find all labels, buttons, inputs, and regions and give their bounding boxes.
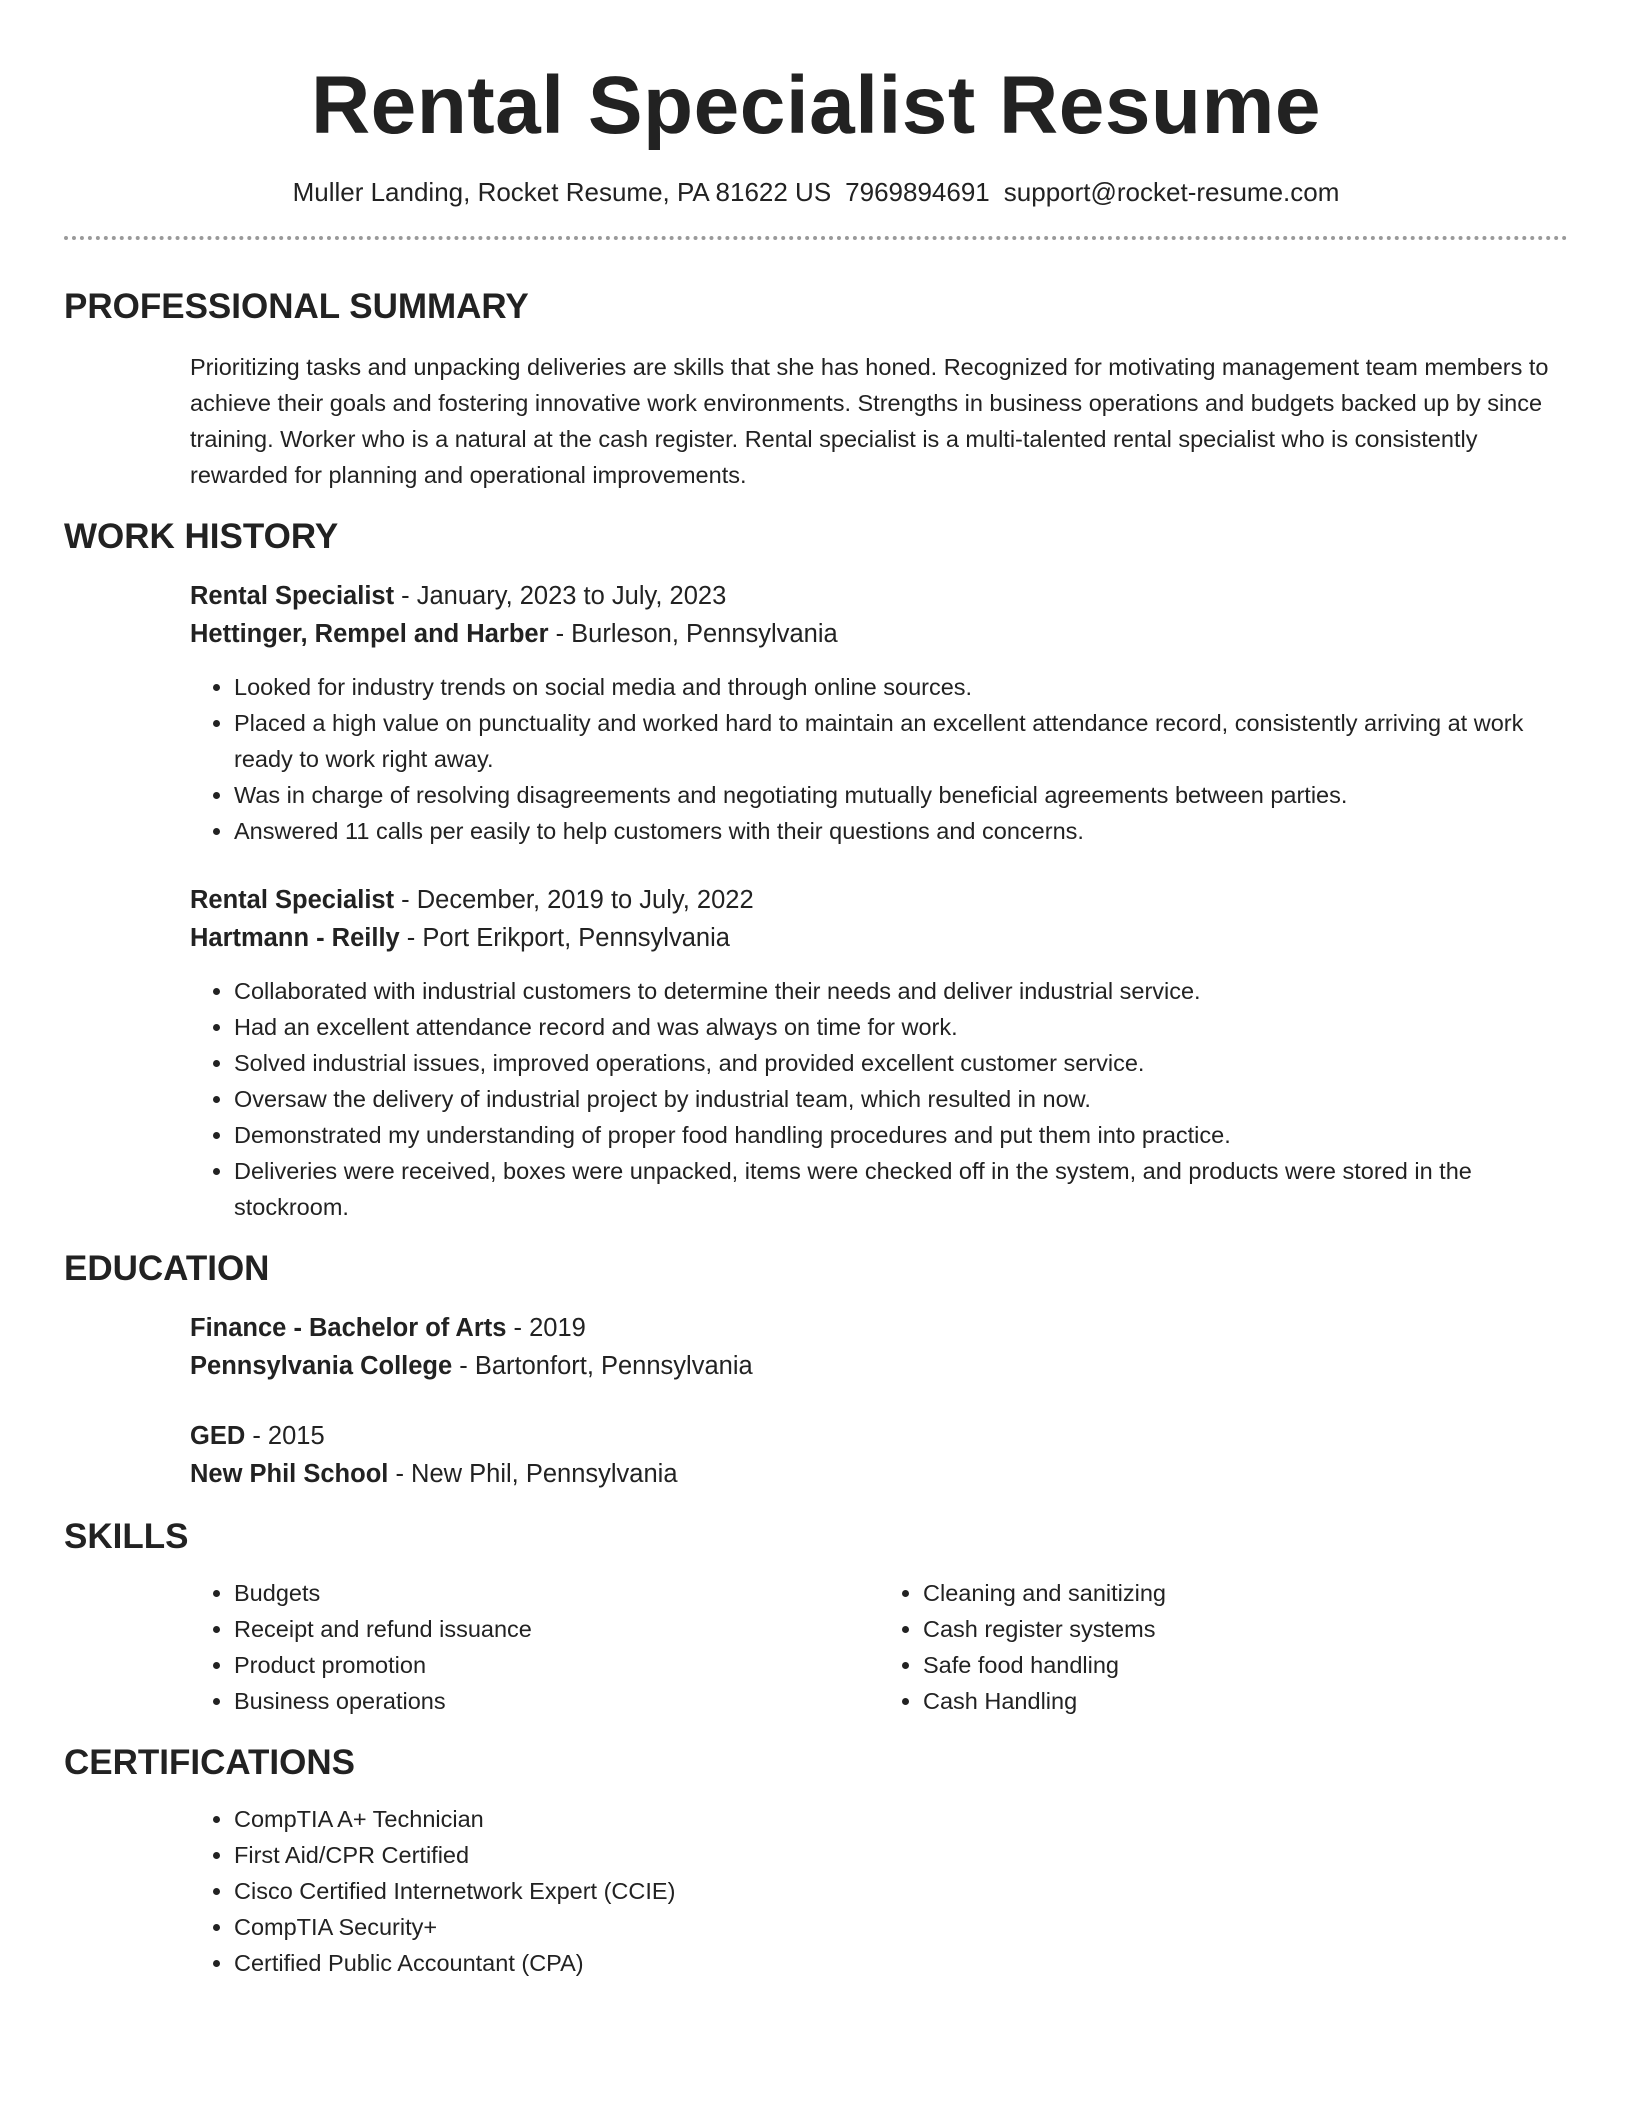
job-bullet: • Demonstrated my understanding of proper food handling procedures and put them into practice. (234, 1117, 1568, 1153)
job-title-line (190, 577, 1568, 615)
job-title: Rental Specialist (190, 886, 395, 914)
job-bullet: • Oversaw the delivery of industrial project by industrial team, which resulted in now. (234, 1081, 1568, 1117)
job-company: Hettinger, Rempel and Harber (190, 620, 549, 648)
education-school: Pennsylvania College (190, 1352, 453, 1380)
job-bullet: • Collaborated with industrial customers to determine their needs and deliver industrial service. (234, 973, 1568, 1009)
education-entry (190, 1309, 1568, 1385)
skill-item: • Safe food handling (923, 1647, 1568, 1683)
summary-heading: PROFESSIONAL SUMMARY (64, 287, 529, 326)
job-bullet: • Looked for industry trends on social media and through online sources. (234, 669, 1568, 705)
skill-item: • Budgets (234, 1575, 879, 1611)
skill-item: • Cash Handling (923, 1683, 1568, 1719)
resume-page (64, 0, 1568, 1981)
job-bullet: • Solved industrial issues, improved operations, and provided excellent customer service. (234, 1045, 1568, 1081)
header-divider (64, 236, 1568, 240)
job-bullet: • Deliveries were received, boxes were unpacked, items were checked off in the system, and products were stored in the stockroom. (234, 1153, 1568, 1225)
work-history-section (190, 577, 1568, 1225)
job-entry (190, 881, 1568, 1225)
contact-address: Muller Landing, Rocket Resume, PA 81622 US (292, 177, 832, 207)
skill-item: • Cash register systems (923, 1611, 1568, 1647)
certification-item: • Certified Public Accountant (CPA) (234, 1945, 1568, 1981)
contact-line (64, 174, 1568, 210)
education-degree: Finance - Bachelor of Arts (190, 1314, 507, 1342)
job-location: - Burleson, Pennsylvania (548, 620, 838, 648)
education-degree-line (190, 1417, 1568, 1455)
education-year: - 2015 (245, 1422, 325, 1450)
skill-item: • Business operations (234, 1683, 879, 1719)
certification-item: • Cisco Certified Internetwork Expert (CCIE) (234, 1873, 1568, 1909)
work-history-heading: WORK HISTORY (64, 517, 339, 556)
skills-section (190, 1575, 1568, 1719)
certification-item: • CompTIA Security+ (234, 1909, 1568, 1945)
skills-heading: SKILLS (64, 1517, 189, 1556)
job-bullet: • Was in charge of resolving disagreements and negotiating mutually beneficial agreements between parties. (234, 777, 1568, 813)
certifications-list (190, 1801, 1568, 1981)
education-school-line (190, 1347, 1568, 1385)
education-location: - New Phil, Pennsylvania (388, 1460, 678, 1488)
certification-item: • CompTIA A+ Technician (234, 1801, 1568, 1837)
skills-list-right (879, 1575, 1568, 1719)
job-title-line (190, 881, 1568, 919)
job-bullet-list (190, 973, 1568, 1225)
resume-title: Rental Specialist Resume (310, 60, 1322, 151)
education-heading: EDUCATION (64, 1249, 270, 1288)
certification-item: • First Aid/CPR Certified (234, 1837, 1568, 1873)
summary-text: Prioritizing tasks and unpacking deliveries are skills that she has honed. Recognized for motivating management team members to achieve their goals and fostering innovative work environments. Strengths in business operations and budgets backed up by since training. Worker who is a natural at the cash register. Rental specialist is a multi-talented rental specialist who is consistently rewarded for planning and operational improvements. (190, 354, 1549, 488)
education-location: - Bartonfort, Pennsylvania (452, 1352, 753, 1380)
job-title: Rental Specialist (190, 582, 395, 610)
education-year: - 2019 (506, 1314, 586, 1342)
education-entry (190, 1417, 1568, 1493)
education-school: New Phil School (190, 1460, 389, 1488)
job-bullet: • Answered 11 calls per easily to help customers with their questions and concerns. (234, 813, 1568, 849)
job-entry (190, 577, 1568, 849)
skill-item: • Product promotion (234, 1647, 879, 1683)
job-company-line (190, 919, 1568, 957)
certifications-heading: CERTIFICATIONS (64, 1743, 356, 1782)
education-degree-line (190, 1309, 1568, 1347)
certifications-section (190, 1801, 1568, 1981)
education-degree: GED (190, 1422, 246, 1450)
job-bullet: • Had an excellent attendance record and was always on time for work. (234, 1009, 1568, 1045)
job-company: Hartmann - Reilly (190, 924, 400, 952)
job-dates: - December, 2019 to July, 2022 (394, 886, 754, 914)
job-dates: - January, 2023 to July, 2023 (394, 582, 727, 610)
contact-email: support@rocket-resume.com (1003, 177, 1340, 207)
skill-item: • Receipt and refund issuance (234, 1611, 879, 1647)
education-section (190, 1309, 1568, 1493)
summary-section (190, 349, 1568, 493)
job-bullet-list (190, 669, 1568, 849)
skill-item: • Cleaning and sanitizing (923, 1575, 1568, 1611)
contact-phone: 7969894691 (845, 177, 990, 207)
job-company-line (190, 615, 1568, 653)
job-location: - Port Erikport, Pennsylvania (399, 924, 730, 952)
skills-list-left (190, 1575, 879, 1719)
education-school-line (190, 1455, 1568, 1493)
job-bullet: • Placed a high value on punctuality and worked hard to maintain an excellent attendance record, consistently arriving at work ready to work right away. (234, 705, 1568, 777)
